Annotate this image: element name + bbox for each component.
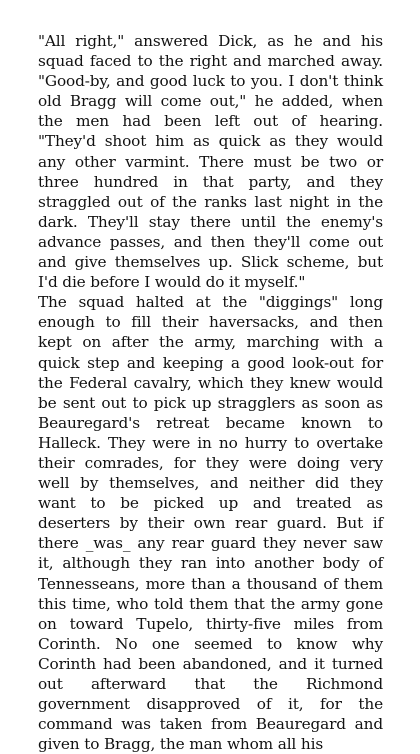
paragraph-2: The squad halted at the "diggings" long enough to fill their haversacks, and then kept on after the army, marching with a quick step and keeping a good look-out for the Federal cavalry, which they knew would be sent out to pick up stragglers as soon as Beauregard's retreat became known to Halleck. They were in no hurry to overtake their comrades, for they were doing very well by themselves, and neither did they want to be picked up and treated as deserters by their own rear guard. But if there _was_ any rear guard they never saw it, although they ran into another body of Tennesseans, more than a thousand of them this time, who told them that the army gone on toward Tupelo, thirty-five miles from Corinth. No one seemed to know why Corinth had been abandoned, and it turned out afterward that the Richmond government disapproved of it, for the command was taken from Beauregard and given to Bragg, the man whom all his (38, 293, 383, 754)
page-body (38, 31, 383, 754)
paragraph-1: "All right," answered Dick, as he and his squad faced to the right and marched away. "Good-by, and good luck to you. I don't think old Bragg will come out," he added, when the men had been left out of hearing. "They'd shoot him as quick as they would any other varmint. There must be two or three hundred in that party, and they straggled out of the ranks last night in the dark. They'll stay there until the enemy's advance passes, and then they'll come out and give themselves up. Slick scheme, but I'd die before I would do it myself." (38, 32, 383, 292)
